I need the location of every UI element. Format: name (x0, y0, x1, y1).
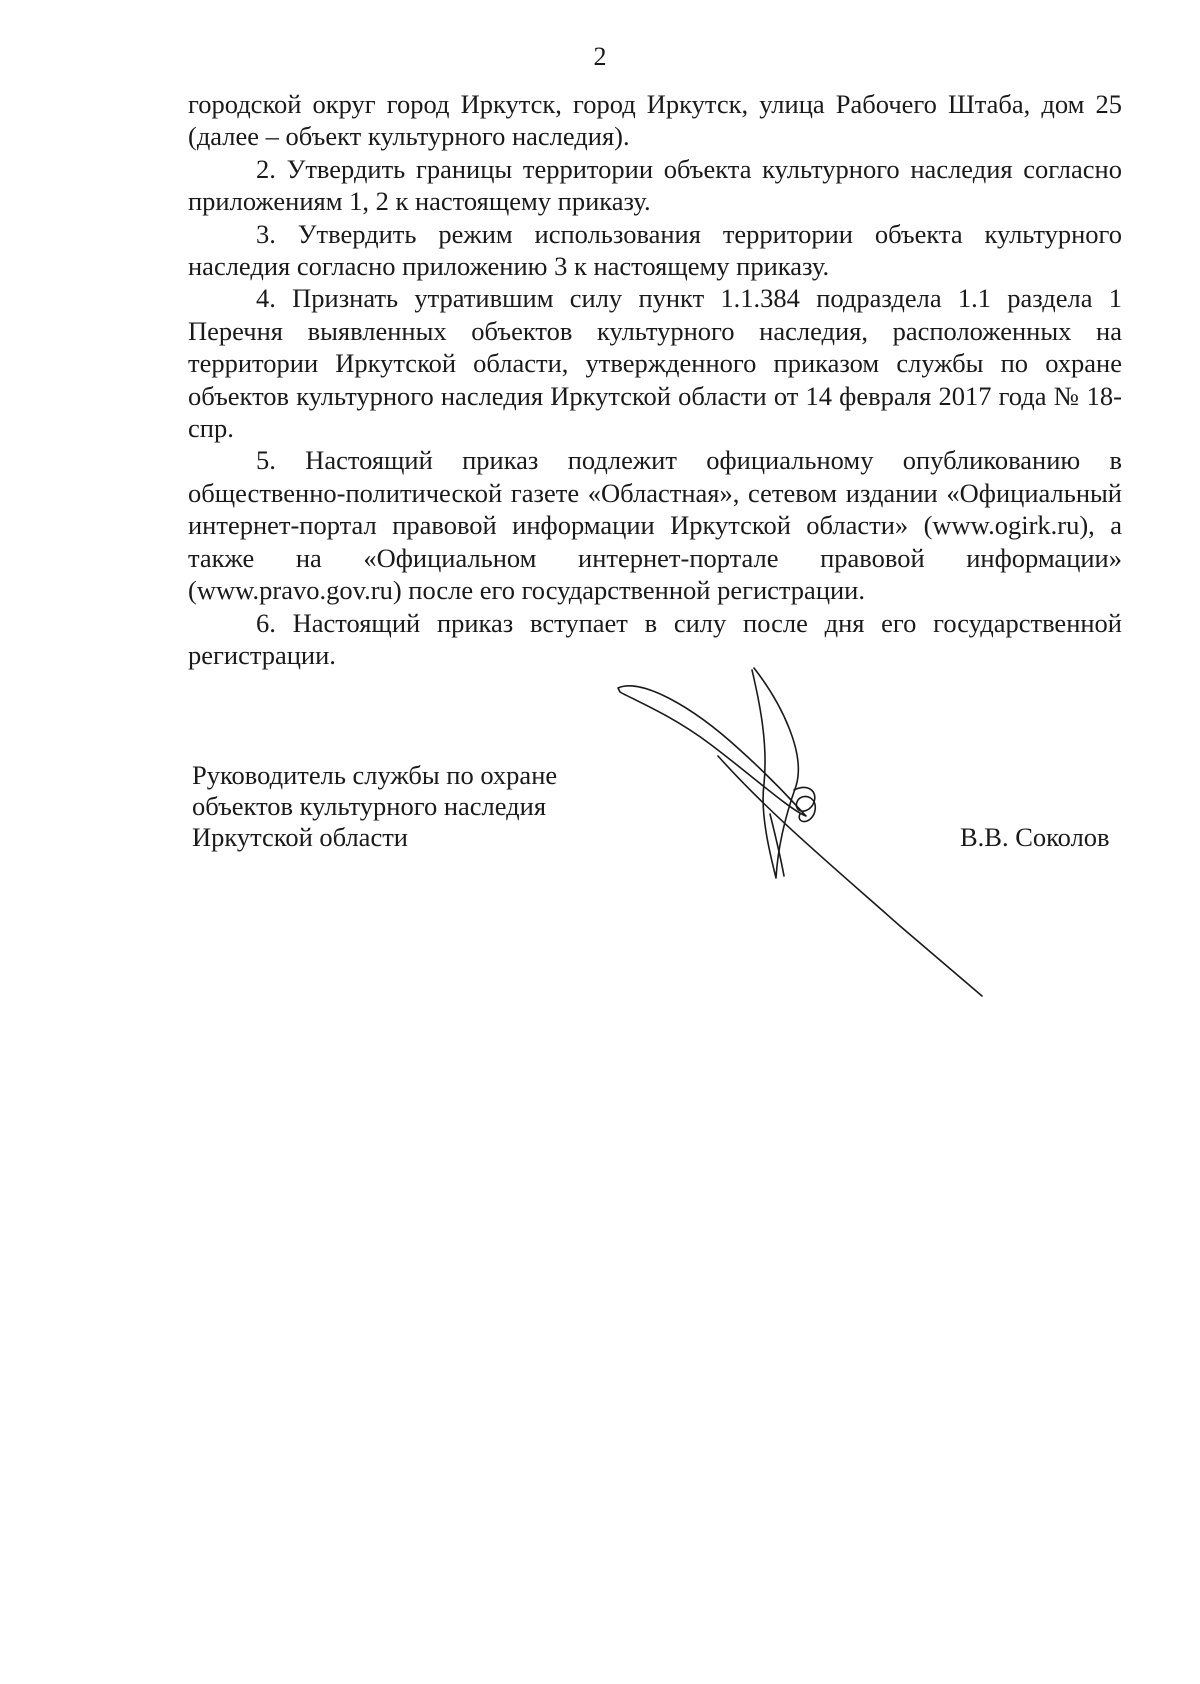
handwritten-signature (600, 664, 1000, 1004)
paragraph-item-2: 2. Утвердить границы территории объекта культурного наследия согласно приложениям 1, 2 к настоящему приказу. (188, 153, 1122, 217)
signatory-title-line: объектов культурного наследия (192, 791, 547, 821)
signer-name: В.В. Соколов (960, 822, 1110, 852)
document-body (188, 88, 1122, 671)
paragraph-item-5: 5. Настоящий приказ подлежит официальному опубликованию в общественно-политической газете «Областная», сетевом издании «Официальный интернет-портал правовой информации Иркутской области» (www.ogirk.ru), а также на «Официальном интернет-портале правовой информации» (www.pravo.gov.ru) после его государственной регистрации. (188, 445, 1122, 606)
paragraph-item-6: 6. Настоящий приказ вступает в силу после дня его государственной регистрации. (188, 607, 1122, 670)
signatory-title-line: Руководитель службы по охране (192, 760, 558, 790)
paragraph-continuation: городской округ город Иркутск, город Иркутск, улица Рабочего Штаба, дом 25 (далее – объект культурного наследия). (188, 89, 1122, 152)
paragraph-item-4: 4. Признать утратившим силу пункт 1.1.384 подраздела 1.1 раздела 1 Перечня выявленных объектов культурного наследия, расположенных на территории Иркутской области, утвержденного приказом службы по охране объектов культурного наследия Иркутской области от 14 февраля 2017 года № 18-спр. (188, 283, 1122, 444)
paragraph-item-3: 3. Утвердить режим использования территории объекта культурного наследия согласно приложению 3 к настоящему приказу. (188, 218, 1122, 282)
signatory-title-line: Иркутской области (192, 822, 408, 852)
signatory-title (192, 760, 612, 853)
page-number: 2 (593, 42, 607, 71)
